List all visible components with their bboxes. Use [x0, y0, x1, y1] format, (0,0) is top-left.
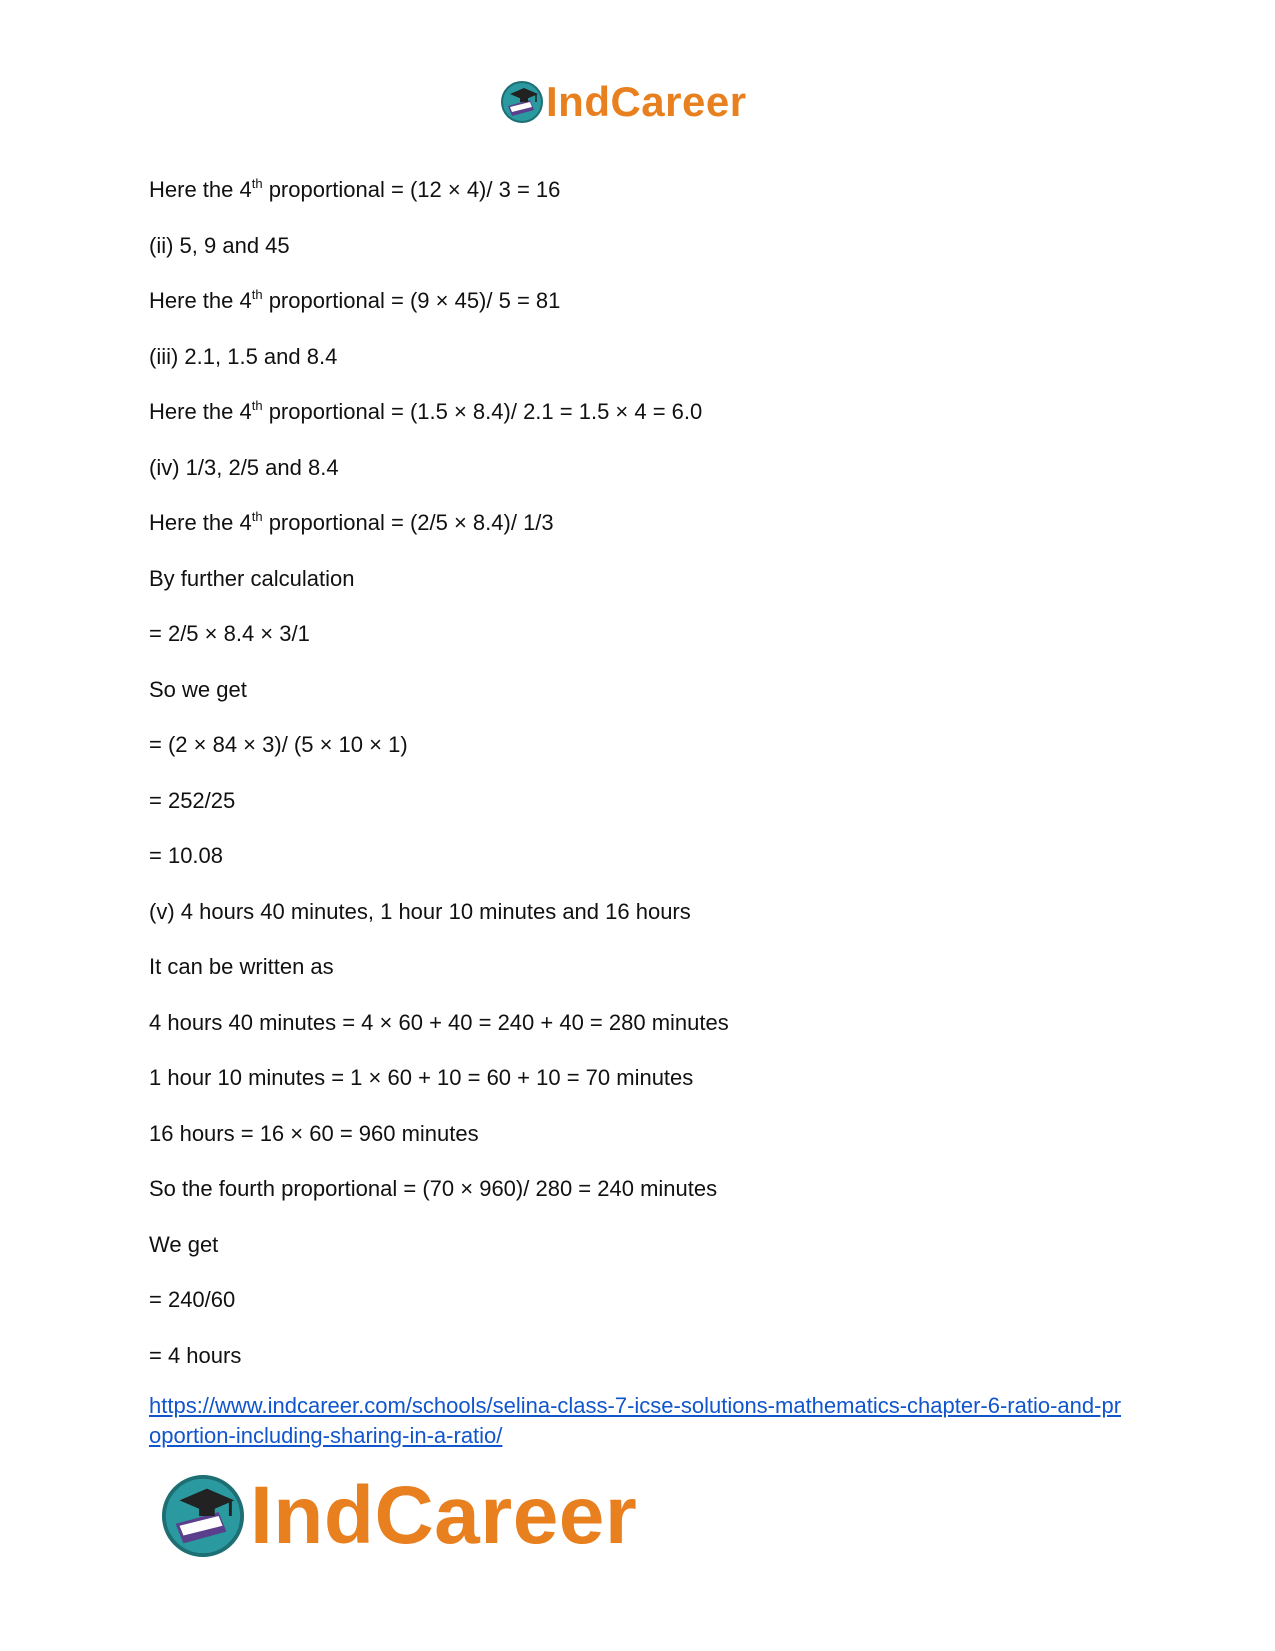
ordinal-suffix: th: [251, 287, 263, 302]
text-line-main: (v) 4 hours 40 minutes, 1 hour 10 minutes and 16 hours: [149, 898, 691, 924]
text-line-main: 1 hour 10 minutes = 1 × 60 + 10 = 60 + 10 = 70 minutes: [149, 1065, 694, 1090]
logo-text: IndCareer: [250, 1470, 638, 1561]
text-line-main: = 10.08: [149, 843, 224, 868]
text-line-main: 16 hours = 16 × 60 = 960 minutes: [149, 1120, 479, 1146]
text-line-main: = 240/60: [149, 1287, 236, 1312]
text-line-main: = 252/25: [149, 787, 236, 813]
text-line-main: It can be written as: [149, 954, 334, 979]
text-line-main: So the fourth proportional = (70 × 960)/ 280 = 240 minutes: [149, 1176, 718, 1201]
graduation-book-icon: [160, 1473, 246, 1559]
text-line-main: Here the 4: [149, 288, 252, 313]
text-line-main: (iii) 2.1, 1.5 and 8.4: [149, 343, 338, 369]
text-line-main: (iv) 1/3, 2/5 and 8.4: [149, 454, 339, 480]
text-line: [149, 1287, 235, 1313]
text-line: [149, 344, 337, 370]
text-line-main: Here the 4: [149, 510, 252, 535]
text-line: [149, 954, 334, 980]
text-line-main: We get: [149, 1231, 219, 1257]
text-line: [149, 399, 702, 425]
text-line-main: = 2/5 × 8.4 × 3/1: [149, 621, 310, 646]
text-line: [149, 455, 339, 481]
text-line-main: So we get: [149, 676, 247, 702]
text-line: [149, 1176, 717, 1202]
text-line: [149, 732, 408, 758]
text-line-rest: proportional = (9 × 45)/ 5 = 81: [262, 288, 561, 313]
header-logo: [500, 78, 747, 126]
source-link[interactable]: https://www.indcareer.com/schools/selina-class-7-icse-solutions-mathematics-chapter-6-ratio-and-proportion-including-sharing-in-a-ratio/: [149, 1393, 1122, 1448]
ordinal-suffix: th: [251, 509, 263, 524]
text-line: [149, 1065, 693, 1091]
text-line: [149, 843, 223, 869]
text-line: [149, 1343, 241, 1369]
text-line-main: = 4 hours: [149, 1342, 242, 1368]
text-line-rest: proportional = (1.5 × 8.4)/ 2.1 = 1.5 × 4 = 6.0: [262, 399, 703, 424]
text-line-main: By further calculation: [149, 565, 355, 591]
text-line-main: 4 hours 40 minutes = 4 × 60 + 40 = 240 + 40 = 280 minutes: [149, 1009, 729, 1035]
text-line: [149, 1010, 729, 1036]
logo-text: IndCareer: [546, 78, 747, 125]
text-line: [149, 1121, 479, 1147]
text-line: [149, 510, 554, 536]
text-line: [149, 899, 691, 925]
text-line-rest: proportional = (12 × 4)/ 3 = 16: [262, 177, 561, 202]
ordinal-suffix: th: [251, 398, 263, 413]
footer-logo: [160, 1468, 637, 1564]
ordinal-suffix: th: [251, 176, 263, 191]
graduation-book-icon: [500, 80, 544, 124]
text-line: [149, 788, 235, 814]
text-line: [149, 1232, 218, 1258]
text-line: [149, 621, 310, 647]
text-line-rest: proportional = (2/5 × 8.4)/ 1/3: [262, 510, 554, 535]
text-line: [149, 177, 560, 203]
text-line-main: Here the 4: [149, 399, 252, 424]
text-line: [149, 677, 247, 703]
text-line: [149, 288, 560, 314]
text-line-main: (ii) 5, 9 and 45: [149, 232, 290, 258]
text-line-main: Here the 4: [149, 177, 252, 202]
text-line: [149, 233, 290, 259]
text-line: [149, 566, 354, 592]
text-line-main: = (2 × 84 × 3)/ (5 × 10 × 1): [149, 732, 408, 757]
